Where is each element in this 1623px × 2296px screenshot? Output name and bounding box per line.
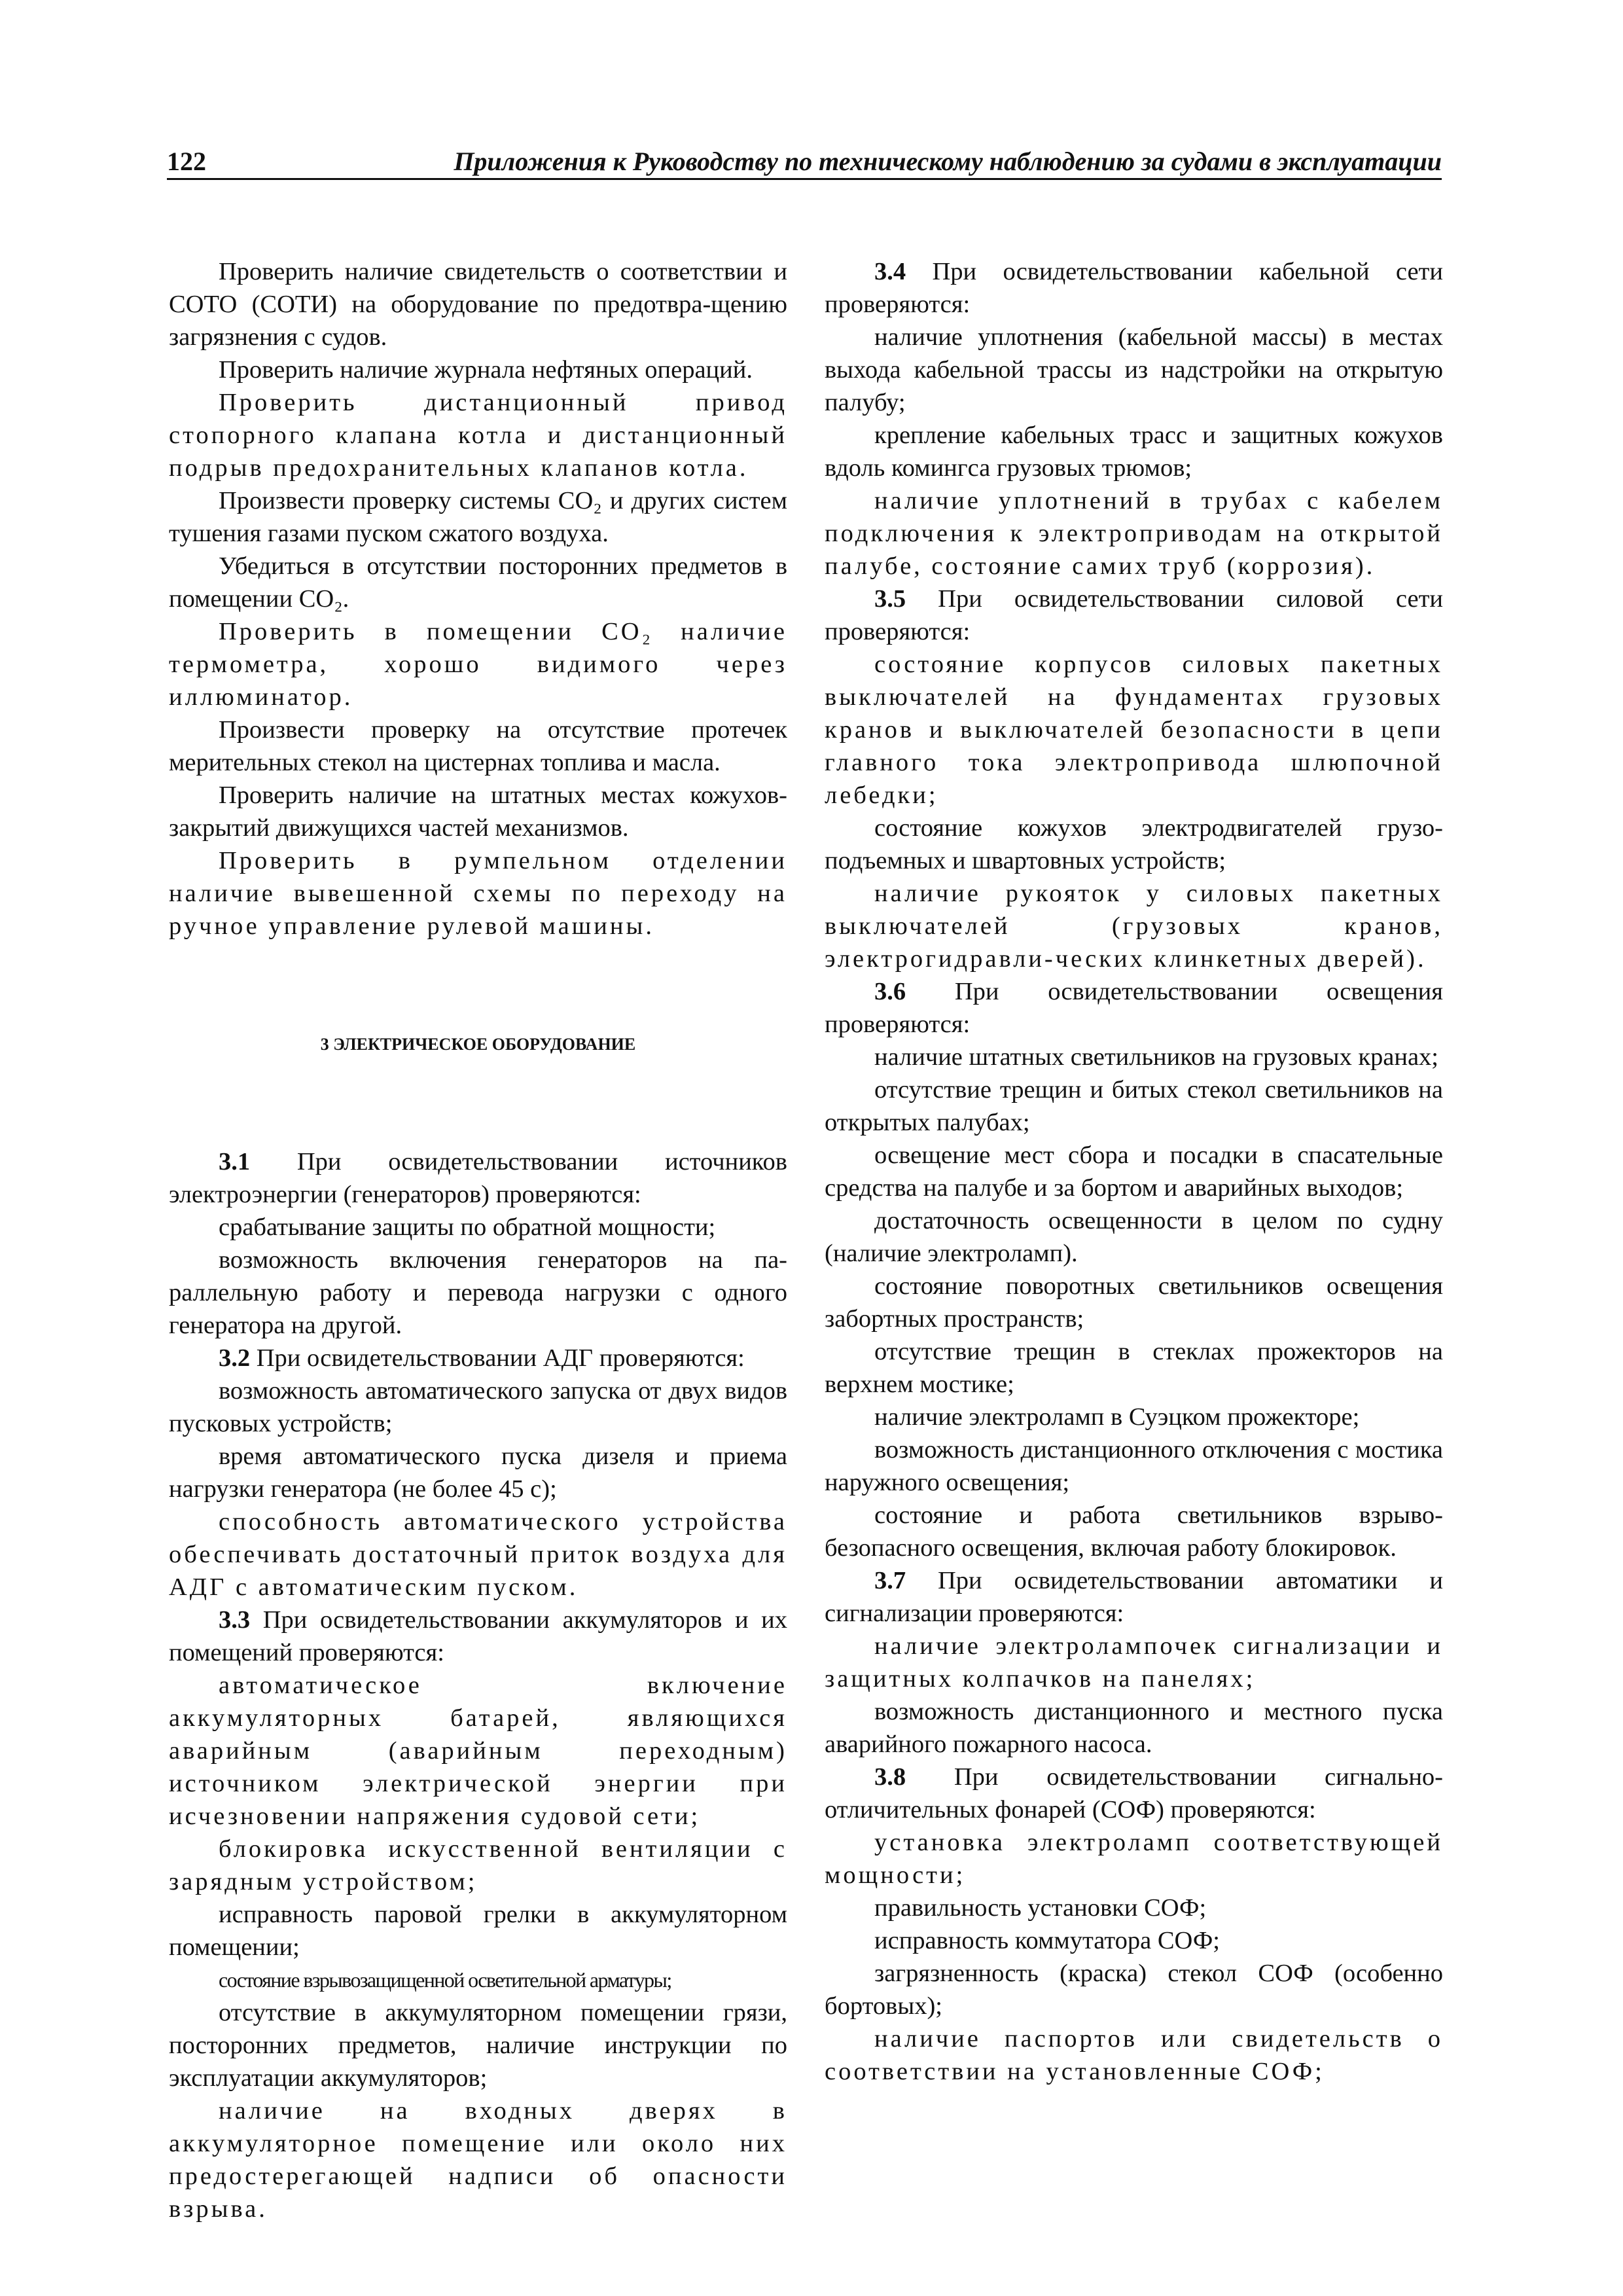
list-item: автоматическое включение аккумуляторных батарей, являющихся аварийным (аварийным переходным) источником электрической энергии при исчезновении напряжения судовой сети; [169, 1672, 787, 1830]
list-item: состояние кожухов электродвигателей грузо-подъемных и швартовных устройств; [825, 814, 1443, 874]
list-item: загрязненность (краска) стекол СОФ (особенно бортовых); [825, 1960, 1443, 2020]
list-item: наличие штатных светильников на грузовых кранах; [874, 1043, 1439, 1071]
page-number: 122 [167, 147, 206, 176]
list-item: наличие на входных дверях в аккумуляторное помещение или около них предостерегающей надписи об опасности взрыва. [169, 2097, 787, 2223]
clause-3-5 [825, 583, 1443, 648]
clause-lead: При освидетельствовании аккумуляторов и их помещений проверяются: [169, 1606, 787, 1666]
clause-number: 3.6 [874, 978, 906, 1005]
right-column [825, 255, 1443, 2088]
paragraph: Проверить в румпельном отделении наличие вывешенной схемы по переходу на ручное управление рулевой машины. [169, 847, 787, 940]
clause-number: 3.5 [874, 585, 906, 613]
clause-lead: При освидетельствовании кабельной сети проверяются: [825, 258, 1443, 318]
list-item: наличие рукояток у силовых пакетных выключателей (грузовых кранов, электрогидравли-ческих клинкетных дверей). [825, 880, 1443, 973]
clause-lead: При освидетельствовании источников электроэнергии (генераторов) проверяются: [169, 1148, 787, 1208]
list-item: состояние поворотных светильников освещения забортных пространств; [825, 1272, 1443, 1333]
clause-3-1 [169, 1145, 787, 1211]
list-item: отсутствие трещин и битых стекол светильников на открытых палубах; [825, 1076, 1443, 1136]
paragraph: Проверить в помещении CO₂ наличие термометра, хорошо видимого через иллюминатор. [169, 618, 787, 711]
paragraph: Произвести проверку системы CO₂ и других систем тушения газами пуском сжатого воздуха. [169, 487, 787, 547]
list-item: правильность установки СОФ; [874, 1894, 1207, 1922]
clause-3-3 [169, 1604, 787, 1669]
clause-3-6 [825, 975, 1443, 1041]
clause-number: 3.4 [874, 258, 906, 285]
list-item: возможность дистанционного и местного пуска аварийного пожарного насоса. [825, 1698, 1443, 1758]
list-item: состояние корпусов силовых пакетных выключателей на фундаментах грузовых кранов и выключателей безопасности в цепи главного тока электропривода шлюпочной лебедки; [825, 651, 1443, 809]
clause-number: 3.1 [219, 1148, 251, 1175]
list-item: наличие электроламп в Суэцком прожекторе; [874, 1403, 1360, 1431]
list-item: наличие электролампочек сигнализации и защитных колпачков на панелях; [825, 1632, 1443, 1693]
list-item: наличие уплотнения (кабельной массы) в местах выхода кабельной трассы из надстройки на открытую палубу; [825, 323, 1443, 416]
list-item: срабатывание защиты по обратной мощности; [219, 1213, 716, 1241]
list-item: крепление кабельных трасс и защитных кожухов вдоль комингса грузовых трюмов; [825, 422, 1443, 482]
clause-3-8 [825, 1761, 1443, 1826]
clause-3-2 [169, 1342, 787, 1374]
left-column [169, 255, 787, 2225]
paragraph: Проверить наличие журнала нефтяных операций. [219, 356, 753, 384]
list-item: наличие уплотнений в трубах с кабелем подключения к электроприводам на открытой палубе, состояние самих труб (коррозия). [825, 487, 1443, 580]
paragraph: Проверить наличие свидетельств о соответствии и СОТО (СОТИ) на оборудование по предотвра-щению загрязнения с судов. [169, 258, 787, 351]
list-item: время автоматического пуска дизеля и приема нагрузки генератора (не более 45 с); [169, 1443, 787, 1503]
clause-number: 3.8 [874, 1763, 906, 1791]
paragraph: Проверить наличие на штатных местах кожухов-закрытий движущихся частей механизмов. [169, 781, 787, 842]
list-item: возможность автоматического запуска от двух видов пусковых устройств; [169, 1377, 787, 1437]
clause-number: 3.3 [219, 1606, 251, 1634]
list-item: исправность паровой грелки в аккумуляторном помещении; [169, 1901, 787, 1961]
clause-3-7 [825, 1564, 1443, 1630]
list-item: освещение мест сбора и посадки в спасательные средства на палубе и за бортом и аварийных выходов; [825, 1141, 1443, 1202]
running-header [167, 145, 1442, 178]
section-heading: 3 ЭЛЕКТРИЧЕСКОЕ ОБОРУДОВАНИЕ [320, 1035, 636, 1054]
list-item: блокировка искусственной вентиляции с зарядным устройством; [169, 1835, 787, 1895]
list-item: установка электроламп соответствующей мощности; [825, 1829, 1443, 1889]
list-item: исправность коммутатора СОФ; [874, 1927, 1220, 1954]
paragraph: Произвести проверку на отсутствие протечек мерительных стекол на цистернах топлива и масла. [169, 716, 787, 776]
paragraph: Проверить дистанционный привод стопорного клапана котла и дистанционный подрыв предохранительных клапанов котла. [169, 389, 787, 482]
list-item: возможность дистанционного отключения с мостика наружного освещения; [825, 1436, 1443, 1496]
list-item: состояние и работа светильников взрыво-безопасного освещения, включая работу блокировок. [825, 1501, 1443, 1562]
list-item: наличие паспортов или свидетельств о соответствии на установленные СОФ; [825, 2025, 1443, 2085]
list-item: состояние взрывозащищенной осветительной арматуры; [219, 1968, 671, 1992]
running-title: Приложения к Руководству по техническому наблюдению за судами в эксплуатации [454, 147, 1442, 176]
clause-lead: При освидетельствовании АДГ проверяются: [250, 1344, 745, 1372]
clause-lead: При освидетельствовании освещения проверяются: [825, 978, 1443, 1038]
clause-lead: При освидетельствовании сигнально-отличительных фонарей (СОФ) проверяются: [825, 1763, 1443, 1823]
list-item: способность автоматического устройства обеспечивать достаточный приток воздуха для АДГ с автоматическим пуском. [169, 1508, 787, 1601]
header-rule [167, 178, 1442, 180]
clause-3-4 [825, 255, 1443, 321]
paragraph: Убедиться в отсутствии посторонних предметов в помещении CO₂. [169, 552, 787, 613]
list-item: отсутствие в аккумуляторном помещении грязи, посторонних предметов, наличие инструкции по эксплуатации аккумуляторов; [169, 1999, 787, 2092]
clause-number: 3.2 [219, 1344, 251, 1372]
list-item: отсутствие трещин в стеклах прожекторов на верхнем мостике; [825, 1338, 1443, 1398]
clause-lead: При освидетельствовании силовой сети проверяются: [825, 585, 1443, 645]
list-item: достаточность освещенности в целом по судну (наличие электроламп). [825, 1207, 1443, 1267]
clause-number: 3.7 [874, 1567, 906, 1594]
clause-lead: При освидетельствовании автоматики и сигнализации проверяются: [825, 1567, 1443, 1627]
list-item: возможность включения генераторов на па-раллельную работу и перевода нагрузки с одного генератора на другой. [169, 1246, 787, 1339]
